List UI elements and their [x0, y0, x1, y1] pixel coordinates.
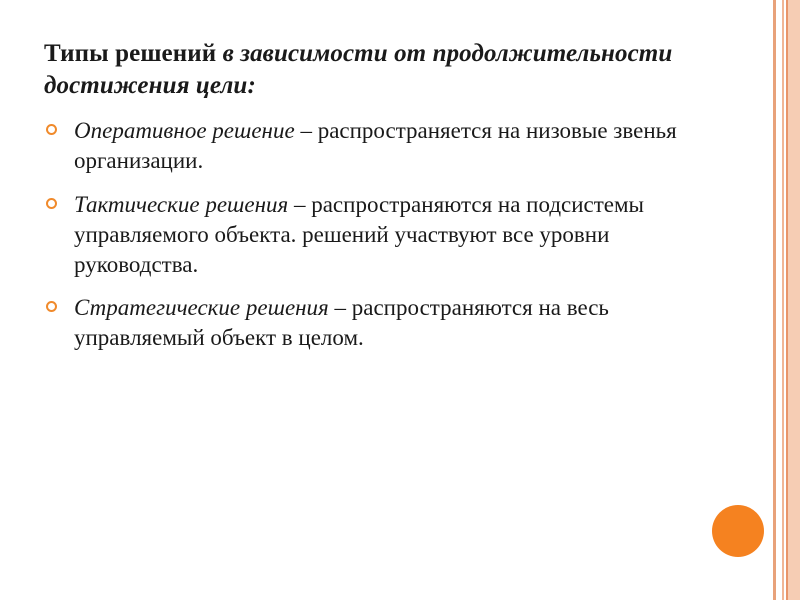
decor-stripe-thin-inner	[786, 0, 788, 600]
slide-title-plain: Типы решений	[44, 40, 223, 67]
decor-orange-circle	[712, 505, 764, 557]
list-item-lead: Стратегические решения	[74, 295, 329, 321]
bullet-list	[44, 116, 704, 353]
list-item-lead: Тактические решения	[74, 191, 289, 217]
bullet-ring-icon	[46, 124, 57, 135]
slide-title-emphasis: в зависимости от продолжительности достижения цели:	[44, 40, 673, 99]
decor-stripe-wide	[788, 0, 800, 600]
list-item-rest: – распространяются на весь управляемый объект в целом.	[74, 295, 609, 351]
bullet-ring-icon	[46, 198, 57, 209]
list-item	[44, 116, 704, 176]
decor-stripe-thin-mid	[782, 0, 784, 600]
list-item-lead: Оперативное решение	[74, 118, 295, 143]
list-item	[44, 293, 704, 353]
list-item-rest: – распространяются на подсистемы управляемого объекта. решений участвуют все уровни руководства.	[74, 191, 645, 277]
slide-title	[44, 38, 704, 102]
list-item	[44, 190, 704, 280]
list-item-rest: – распространяется на низовые звенья организации.	[74, 118, 677, 173]
bullet-ring-icon	[46, 301, 57, 312]
decor-stripe-thin-outer	[773, 0, 776, 600]
slide-content	[44, 38, 704, 367]
